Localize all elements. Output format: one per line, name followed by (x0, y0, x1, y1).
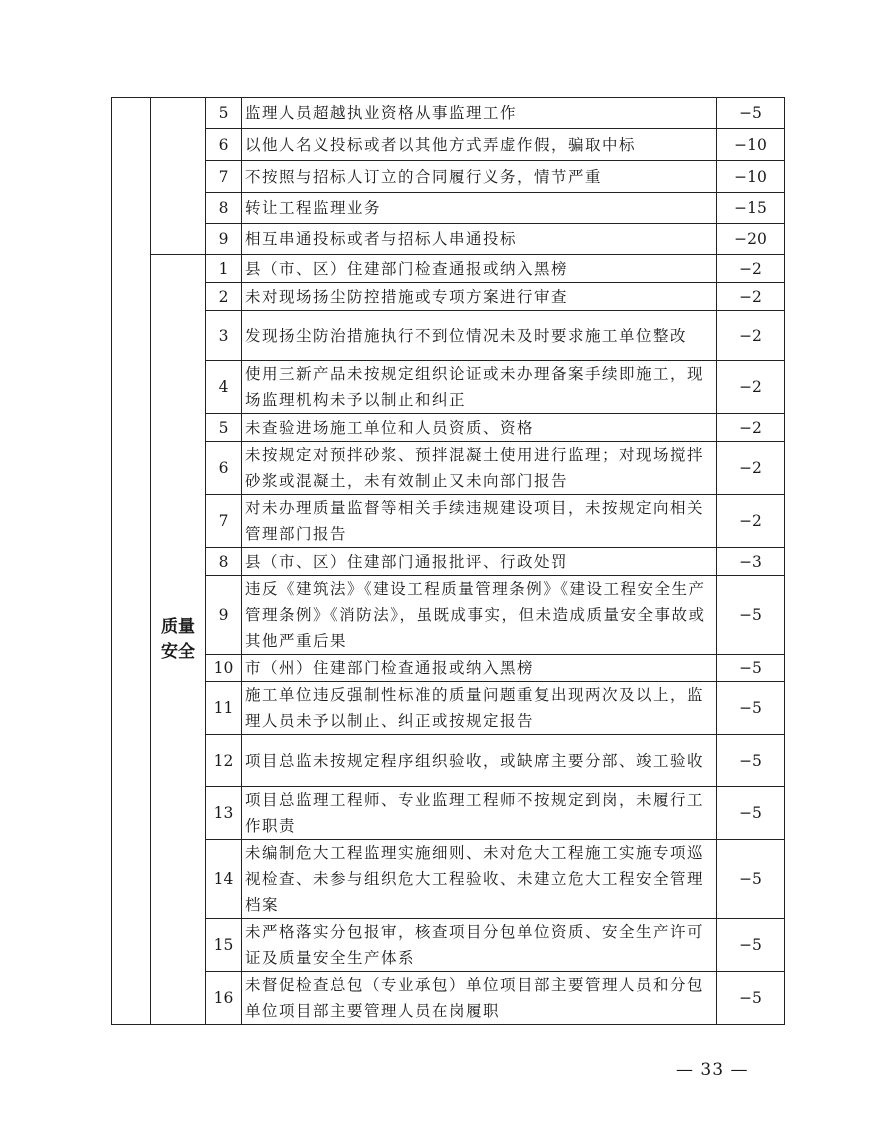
row-penalty: −5 (717, 576, 785, 655)
row-number: 11 (206, 682, 242, 735)
table-row (112, 98, 785, 129)
scoring-table (111, 97, 785, 1025)
row-item: 未编制危大工程监理实施细则、未对危大工程施工实施专项巡视检查、未参与组织危大工程验收、未建立危大工程安全管理档案 (242, 840, 717, 919)
row-number: 9 (206, 224, 242, 255)
row-item: 市（州）住建部门检查通报或纳入黑榜 (242, 655, 717, 682)
category-cell-previous (151, 98, 206, 255)
row-number: 15 (206, 919, 242, 972)
row-item: 未按规定对预拌砂浆、预拌混凝土使用进行监理；对现场搅拌砂浆或混凝土，未有效制止又未向部门报告 (242, 442, 717, 495)
table-row (112, 735, 785, 787)
table-row (112, 129, 785, 161)
row-number: 6 (206, 442, 242, 495)
row-item: 不按照与招标人订立的合同履行义务，情节严重 (242, 161, 717, 193)
row-penalty: −2 (717, 442, 785, 495)
row-number: 5 (206, 414, 242, 442)
row-penalty: −20 (717, 224, 785, 255)
row-item: 未查验进场施工单位和人员资质、资格 (242, 414, 717, 442)
outer-category-cell (112, 98, 151, 1025)
row-number: 8 (206, 548, 242, 576)
category-label-line2: 安全 (161, 641, 195, 662)
row-penalty: −5 (717, 972, 785, 1025)
table-row (112, 655, 785, 682)
row-item: 未对现场扬尘防控措施或专项方案进行审查 (242, 283, 717, 311)
row-penalty: −5 (717, 98, 785, 129)
row-number: 12 (206, 735, 242, 787)
category-label-line1: 质量 (161, 616, 195, 637)
row-item: 监理人员超越执业资格从事监理工作 (242, 98, 717, 129)
row-penalty: −2 (717, 283, 785, 311)
table-row (112, 255, 785, 283)
row-item: 未严格落实分包报审，核查项目分包单位资质、安全生产许可证及质量安全生产体系 (242, 919, 717, 972)
row-number: 8 (206, 193, 242, 224)
row-item: 转让工程监理业务 (242, 193, 717, 224)
row-item: 未督促检查总包（专业承包）单位项目部主要管理人员和分包单位项目部主要管理人员在岗履职 (242, 972, 717, 1025)
row-item: 使用三新产品未按规定组织论证或未办理备案手续即施工，现场监理机构未予以制止和纠正 (242, 361, 717, 414)
row-number: 9 (206, 576, 242, 655)
row-penalty: −5 (717, 682, 785, 735)
row-penalty: −10 (717, 129, 785, 161)
row-number: 5 (206, 98, 242, 129)
table-row (112, 361, 785, 414)
row-number: 14 (206, 840, 242, 919)
table-row (112, 414, 785, 442)
row-item: 县（市、区）住建部门检查通报或纳入黑榜 (242, 255, 717, 283)
row-item: 县（市、区）住建部门通报批评、行政处罚 (242, 548, 717, 576)
row-penalty: −15 (717, 193, 785, 224)
row-penalty: −2 (717, 414, 785, 442)
table-row (112, 548, 785, 576)
table-row (112, 972, 785, 1025)
table-row (112, 840, 785, 919)
row-penalty: −2 (717, 311, 785, 361)
table-row (112, 161, 785, 193)
row-number: 10 (206, 655, 242, 682)
row-item: 以他人名义投标或者以其他方式弄虚作假，骗取中标 (242, 129, 717, 161)
row-penalty: −2 (717, 495, 785, 548)
row-number: 4 (206, 361, 242, 414)
table-row (112, 283, 785, 311)
row-number: 16 (206, 972, 242, 1025)
table-row (112, 495, 785, 548)
row-number: 3 (206, 311, 242, 361)
row-penalty: −5 (717, 655, 785, 682)
row-penalty: −2 (717, 361, 785, 414)
table-row (112, 442, 785, 495)
row-penalty: −5 (717, 919, 785, 972)
row-penalty: −10 (717, 161, 785, 193)
row-item: 项目总监未按规定程序组织验收，或缺席主要分部、竣工验收 (242, 735, 717, 787)
row-penalty: −5 (717, 787, 785, 840)
row-penalty: −5 (717, 840, 785, 919)
row-number: 2 (206, 283, 242, 311)
table-row (112, 682, 785, 735)
row-penalty: −5 (717, 735, 785, 787)
row-number: 6 (206, 129, 242, 161)
row-number: 13 (206, 787, 242, 840)
row-item: 对未办理质量监督等相关手续违规建设项目，未按规定向相关管理部门报告 (242, 495, 717, 548)
table-row (112, 576, 785, 655)
row-number: 1 (206, 255, 242, 283)
page-number: — 33 — (676, 1060, 749, 1080)
row-number: 7 (206, 495, 242, 548)
row-penalty: −3 (717, 548, 785, 576)
row-item: 相互串通投标或者与招标人串通投标 (242, 224, 717, 255)
category-cell-quality-safety (151, 255, 206, 1025)
table-row (112, 919, 785, 972)
row-item: 发现扬尘防治措施执行不到位情况未及时要求施工单位整改 (242, 311, 717, 361)
row-penalty: −2 (717, 255, 785, 283)
table-row (112, 193, 785, 224)
row-number: 7 (206, 161, 242, 193)
row-item: 项目总监理工程师、专业监理工程师不按规定到岗，未履行工作职责 (242, 787, 717, 840)
table-row (112, 224, 785, 255)
table-row (112, 787, 785, 840)
row-item: 施工单位违反强制性标准的质量问题重复出现两次及以上，监理人员未予以制止、纠正或按规定报告 (242, 682, 717, 735)
row-item: 违反《建筑法》《建设工程质量管理条例》《建设工程安全生产管理条例》《消防法》，虽既成事实，但未造成质量安全事故或其他严重后果 (242, 576, 717, 655)
table-row (112, 311, 785, 361)
